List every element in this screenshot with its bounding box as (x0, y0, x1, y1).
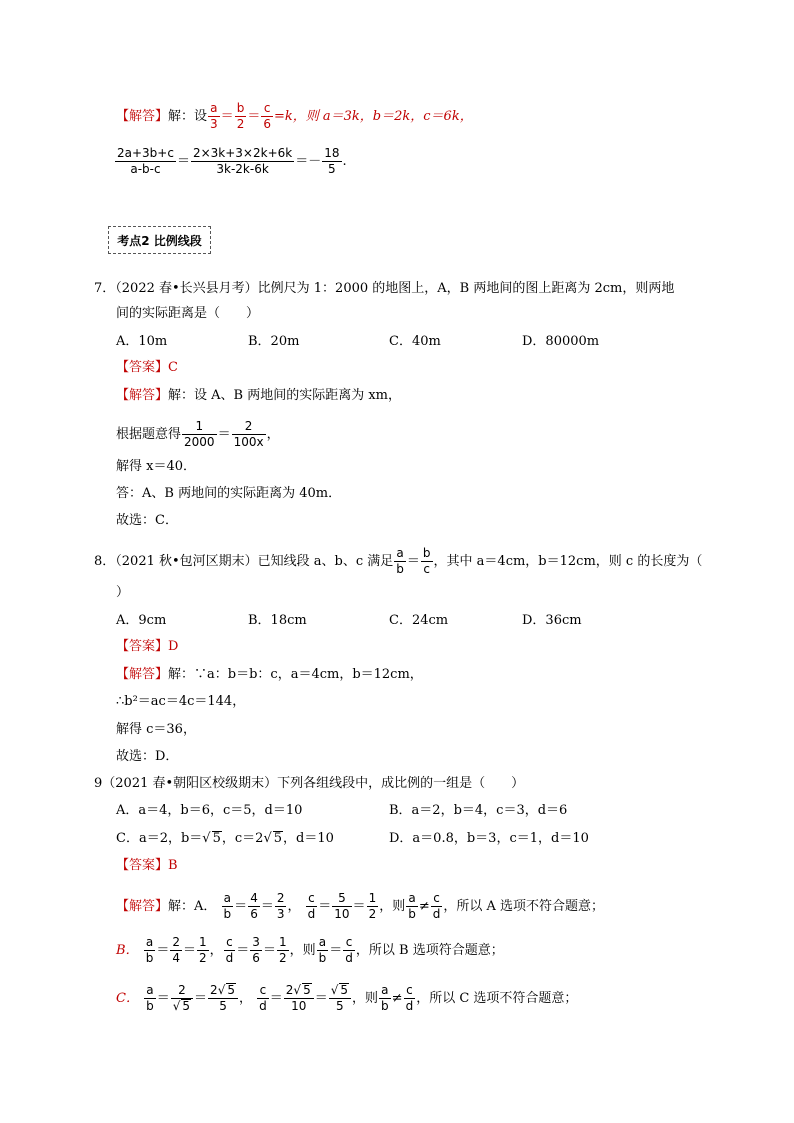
fraction: $\frac{c}{d}$ (405, 983, 414, 1013)
fraction: $\frac{c}{d}$ (432, 891, 441, 921)
fraction: $\frac{18}{5}$ (324, 146, 340, 176)
fraction: $\frac{a}{b}$ (408, 891, 416, 921)
answer-label: 【答案】B (116, 858, 178, 873)
solution-line: 故选：C． (116, 513, 178, 528)
option-c: C．a＝2，b＝√ 5，c＝2√ 5，d＝10 (116, 831, 334, 846)
fraction: $\frac{2√ 5}{10}$ (284, 983, 314, 1014)
fraction: $\frac{1}{2000}$ (184, 419, 215, 449)
question-text: 9（2021 春•朝阳区校级期末）下列各组线段中，成比例的一组是（ ） (94, 776, 525, 791)
fraction: $\frac{2}{3}$ (276, 891, 285, 921)
answer-label: 【答案】D (116, 639, 179, 654)
option-b: B．18cm (248, 613, 307, 628)
option-c: C．24cm (389, 613, 449, 628)
option-a: A．10m (116, 334, 168, 349)
section-tag: 考点2 比例线段 (108, 226, 211, 254)
fraction: $\frac{a}{b}$ (381, 983, 389, 1013)
option-d: D．36cm (522, 613, 582, 628)
text: 解：设 (168, 109, 208, 124)
solution-line: 解得 x＝40． (116, 459, 197, 474)
text: ，则 a＝3k，b＝2k，c＝6k， (292, 109, 473, 124)
question-text: 7．（2022 春•长兴县月考）比例尺为 1：2000 的地图上，A，B 两地间的图上距离为 2cm，则两地 (94, 281, 675, 296)
fraction: $\frac{1}{2}$ (199, 935, 207, 965)
solution-line: C． $\frac{a}{b}$ ＝ $\frac{2}{√ 5}$ ＝ $\frac{2√ 5}{5}$ ， $\frac{c}{d}$ ＝ $\frac{2√ 5}{10}$ ＝ $\frac{√ 5}{5}$ ，则 $\frac{a}{b}$ ≠ $\frac{c}{d}$ ，所以 C 选项不符合题意； (116, 983, 578, 1013)
fraction: $\frac{4}{6}$ (250, 891, 258, 921)
fraction: $\frac{2}{4}$ (172, 935, 180, 965)
fraction: $\frac{2\times 3k+3\times 2k+6k}{3k-2k-6k}$ (192, 146, 293, 176)
fraction: $\frac{a}{b}$ (223, 891, 232, 921)
solution-line: ∴b²＝ac＝4c＝144， (116, 694, 246, 709)
fraction: $\frac{c}{d}$ (259, 983, 267, 1013)
fraction: $\frac{3}{6}$ (252, 935, 260, 965)
fraction: $\frac{a}{b}$ (318, 935, 327, 965)
question-text: 间的实际距离是（ ） (116, 306, 260, 321)
solution-line: B． $\frac{a}{b}$ ＝ $\frac{2}{4}$ ＝ $\frac{1}{2}$ ， $\frac{c}{d}$ ＝ $\frac{3}{6}$ ＝ $\frac{1}{2}$ ，则 $\frac{a}{b}$ ＝ $\frac{c}{d}$ ，所以 B 选项符合题意； (116, 935, 504, 965)
fraction: $\frac{c}{6}$ (263, 101, 271, 131)
question-text: ） (116, 585, 130, 600)
solution-label: 【解答】 (116, 109, 169, 124)
fraction: $\frac{b}{c}$ (422, 546, 431, 576)
option-d: D．80000m (522, 334, 600, 349)
fraction: $\frac{a}{b}$ (145, 935, 154, 965)
fraction: $\frac{c}{d}$ (345, 935, 353, 965)
equation-line: 根据题意得 $\frac{1}{2000}$ ＝ $\frac{2}{100x}$ ， (116, 419, 280, 449)
solution-line: 【解答】解：A． $\frac{a}{b}$ ＝ $\frac{4}{6}$ ＝ $\frac{2}{3}$ ， $\frac{c}{d}$ ＝ $\frac{5}{10}$ ＝ $\frac{1}{2}$ ，则 $\frac{a}{b}$ ≠ $\frac{c}{d}$ ，所以 A 选项不符合题意； (116, 891, 605, 921)
option-a: A．9cm (116, 613, 167, 628)
fraction: $\frac{c}{d}$ (307, 891, 316, 921)
fraction: $\frac{2}{100x}$ (233, 419, 264, 449)
option-d: D．a＝0.8，b＝3，c＝1，d＝10 (389, 831, 589, 846)
fraction: $\frac{a}{3}$ (210, 101, 218, 131)
answer-label: 【答案】C (116, 360, 178, 375)
option-c: C．40m (389, 334, 441, 349)
option-a: A．a＝4，b＝6，c＝5，d＝10 (116, 803, 303, 818)
fraction: $\frac{1}{2}$ (368, 891, 377, 921)
fraction: $\frac{c}{d}$ (225, 935, 234, 965)
solution-line: 故选：D． (116, 749, 179, 764)
fraction: $\frac{5}{10}$ (334, 891, 350, 921)
equation-line: $\frac{2a+3b+c}{a-b-c}$ ＝ $\frac{2\times 3k+3\times 2k+6k}{3k-2k-6k}$ ＝－ $\frac{18}{5}$ . (117, 146, 347, 176)
fraction: $\frac{a}{b}$ (146, 983, 154, 1013)
solution-line: 【解答】解：∵a：b＝b：c，a＝4cm，b＝12cm， (116, 667, 423, 682)
solution-line: 【解答】解：设 A、B 两地间的实际距离为 xm， (116, 388, 402, 403)
fraction: $\frac{1}{2}$ (278, 935, 287, 965)
solution-line: 答：A、B 两地间的实际距离为 40m． (116, 486, 342, 501)
option-b: B．20m (248, 334, 300, 349)
option-b: B．a＝2，b＝4，c＝3，d＝6 (389, 803, 568, 818)
fraction: $\frac{2√ 5}{5}$ (208, 983, 238, 1014)
question-text: 8．（2021 秋•包河区期末）已知线段 a、b、c 满足 $\frac{a}{b}$ ＝ $\frac{b}{c}$ ，其中 a＝4cm，b＝12cm，则 c 的长度为（ (94, 546, 703, 576)
fraction: $\frac{2}{√ 5}$ (171, 983, 193, 1014)
fraction: $\frac{√ 5}{5}$ (329, 983, 351, 1014)
solution-line: 【解答】解：设 $\frac{a}{3}$ ＝ $\frac{b}{2}$ ＝ $\frac{c}{6}$ =k，则 a＝3k，b＝2k，c＝6k， (116, 101, 473, 131)
fraction: $\frac{b}{2}$ (236, 101, 245, 131)
fraction: $\frac{2a+3b+c}{a-b-c}$ (117, 146, 174, 176)
solution-line: 解得 c＝36， (116, 722, 196, 737)
fraction: $\frac{a}{b}$ (396, 546, 404, 576)
